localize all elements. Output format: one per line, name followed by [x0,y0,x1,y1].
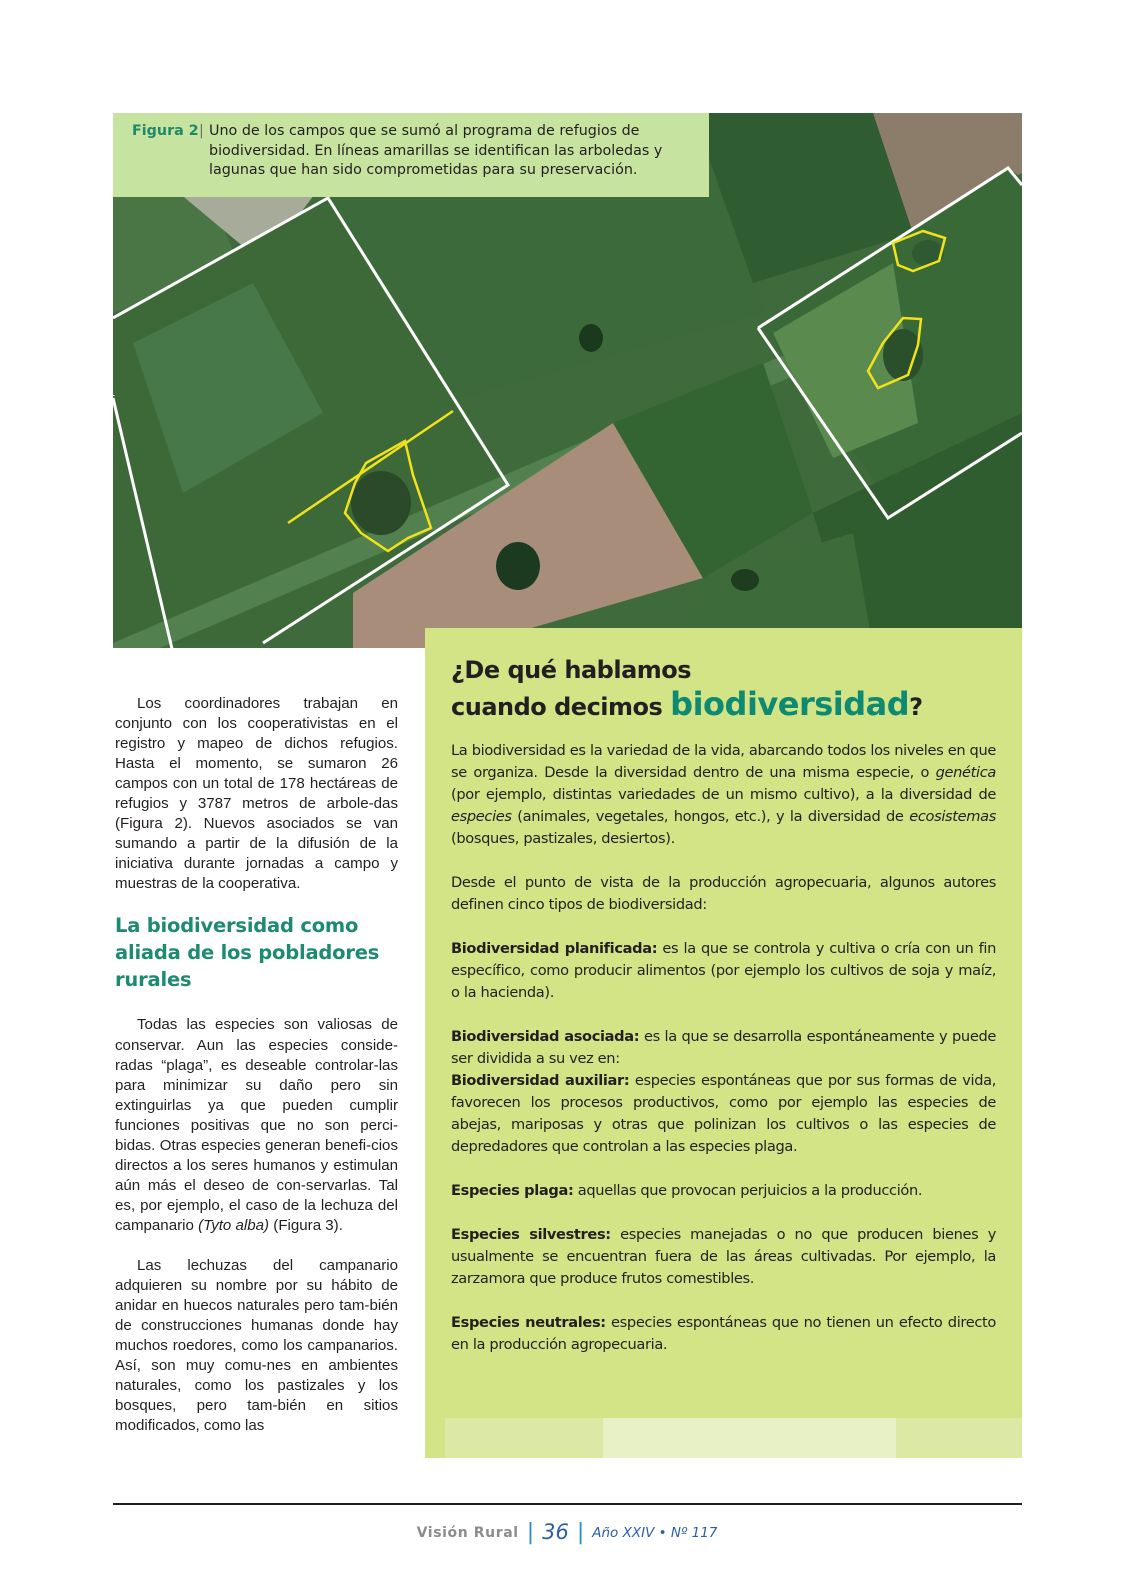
section-heading: La biodiversidad como aliada de los pobladores rurales [115,914,380,992]
term-planificada: Biodiversidad planificada: [451,940,658,957]
term-genetica: genética [935,764,996,781]
text-plaga: aquellas que provocan perjuicios a la producción. [573,1182,923,1199]
issue-info: Año XXIV • Nº 117 [592,1525,718,1541]
figure-reference: (Figura 3). [269,1216,343,1234]
box-title-line2: cuando decimos [451,693,671,721]
footer-separator-1: | [526,1520,535,1545]
def-asociada [451,1026,996,1070]
box-types-intro: Desde el punto de vista de la producción agropecuaria, algunos autores definen cinco tipos de biodiversidad: [451,874,996,913]
magazine-name: Visión Rural [416,1525,519,1541]
intro-part-3: (animales, vegetales, hongos, etc.), y la diversidad de [511,808,910,825]
term-asociada: Biodiversidad asociada: [451,1028,640,1045]
caption-text: Uno de los campos que se sumó al programa de refugios de biodiversidad. En líneas amarillas se identifican las arboledas y lagunas que han sido comprometidas para su preservación. [209,123,663,178]
term-neutrales: Especies neutrales: [451,1314,606,1331]
def-auxiliar [451,1070,996,1158]
box-title-end: ? [909,693,923,721]
text-planificada: es la que se controla y cultiva o cría con un fin específico, como producir alimentos (por ejemplo los cultivos de soja y maíz, o la hacienda). [451,940,997,1001]
species-name: (Tyto alba) [198,1216,270,1234]
figure-label: Figura 2 [132,123,199,139]
term-especies: especies [451,808,512,825]
page-number: 36 [542,1520,569,1544]
figure-2 [113,113,1022,648]
box-content [451,653,996,1356]
box-title-highlight: biodiversidad [670,685,910,723]
left-column [115,694,398,1436]
figure-caption [113,113,709,197]
term-plaga: Especies plaga: [451,1182,574,1199]
text-auxiliar: especies espontáneas que por sus formas de vida, favorecen los procesos productivos, como por ejemplo las especies de abejas, mariposas y otras que polinizan los cultivos o las especies de depredadores que controlan a las especies plaga. [451,1072,996,1155]
def-silvestres [451,1224,996,1290]
paragraph-coordinadores: Los coordinadores trabajan en conjunto con los cooperativistas en el registro y mapeo de dichos refugios. Hasta el momento, se sumaron 26 campos con un total de 178 hectáreas de refugios y 3787 metros de arbole-das (Figura 2). Nuevos asociados se van sumando a partir de la difusión de la iniciativa durante jornadas a campo y muestras de la cooperativa. [115,695,398,893]
box-title-line1: ¿De qué hablamos [451,656,692,684]
text-silvestres: especies manejadas o no que producen bienes y usualmente se encuentran fuera de las áreas cultivadas. Por ejemplo, la zarzamora que produce frutos comestibles. [451,1226,996,1287]
text-neutrales: especies espontáneas que no tienen un efecto directo en la producción agropecuaria. [451,1314,996,1353]
paragraph-especies [115,1015,398,1236]
caption-separator: | [199,123,204,139]
footer-separator-2: | [576,1520,585,1545]
paragraph-lechuzas: Las lechuzas del campanario adquieren su nombre por su hábito de anidar en huecos naturales pero tam-bién de construcciones humanas donde hay muchos roedores, como los campanarios. Así, son muy comu-nes en ambientes naturales, como los pastizales y los bosques, pero tam-bién en sitios modificados, como las [115,1256,398,1435]
def-neutrales [451,1312,996,1356]
sidebar-box [425,628,1022,1458]
footer-rule [113,1503,1022,1505]
text-asociada: es la que se desarrolla espontáneamente y puede ser dividida a su vez en: [451,1028,996,1067]
intro-part-2: (por ejemplo, distintas variedades de un mismo cultivo), a la diversidad de [451,786,996,803]
term-auxiliar: Biodiversidad auxiliar: [451,1072,630,1089]
intro-part-1: La biodiversidad es la variedad de la vida, abarcando todos los niveles en que se organiza. Desde la diversidad dentro de una misma especie, o [451,742,996,781]
def-planificada [451,938,996,1004]
def-plaga [451,1180,996,1202]
intro-part-4: (bosques, pastizales, desiertos). [451,830,675,847]
box-bottom-highlight [603,1418,896,1458]
term-silvestres: Especies silvestres: [451,1226,611,1243]
box-intro [451,740,996,850]
page-footer [0,1518,1134,1547]
term-ecosistemas: ecosistemas [909,808,996,825]
box-bottom-band [445,1418,1022,1458]
box-title [451,653,996,724]
paragraph-especies-text: Todas las especies son valiosas de conservar. Aun las especies conside-radas “plaga”, es deseable controlar-las para minimizar su daño pero sin extinguirlas ya que pueden cumplir funciones positivas que no son perci-bidas. Otras especies generan benefi-cios directos a los seres humanos y estimulan aún más el deseo de con-servarlas. Tal es, por ejemplo, el caso de la lechuza del campanario [115,1016,398,1234]
